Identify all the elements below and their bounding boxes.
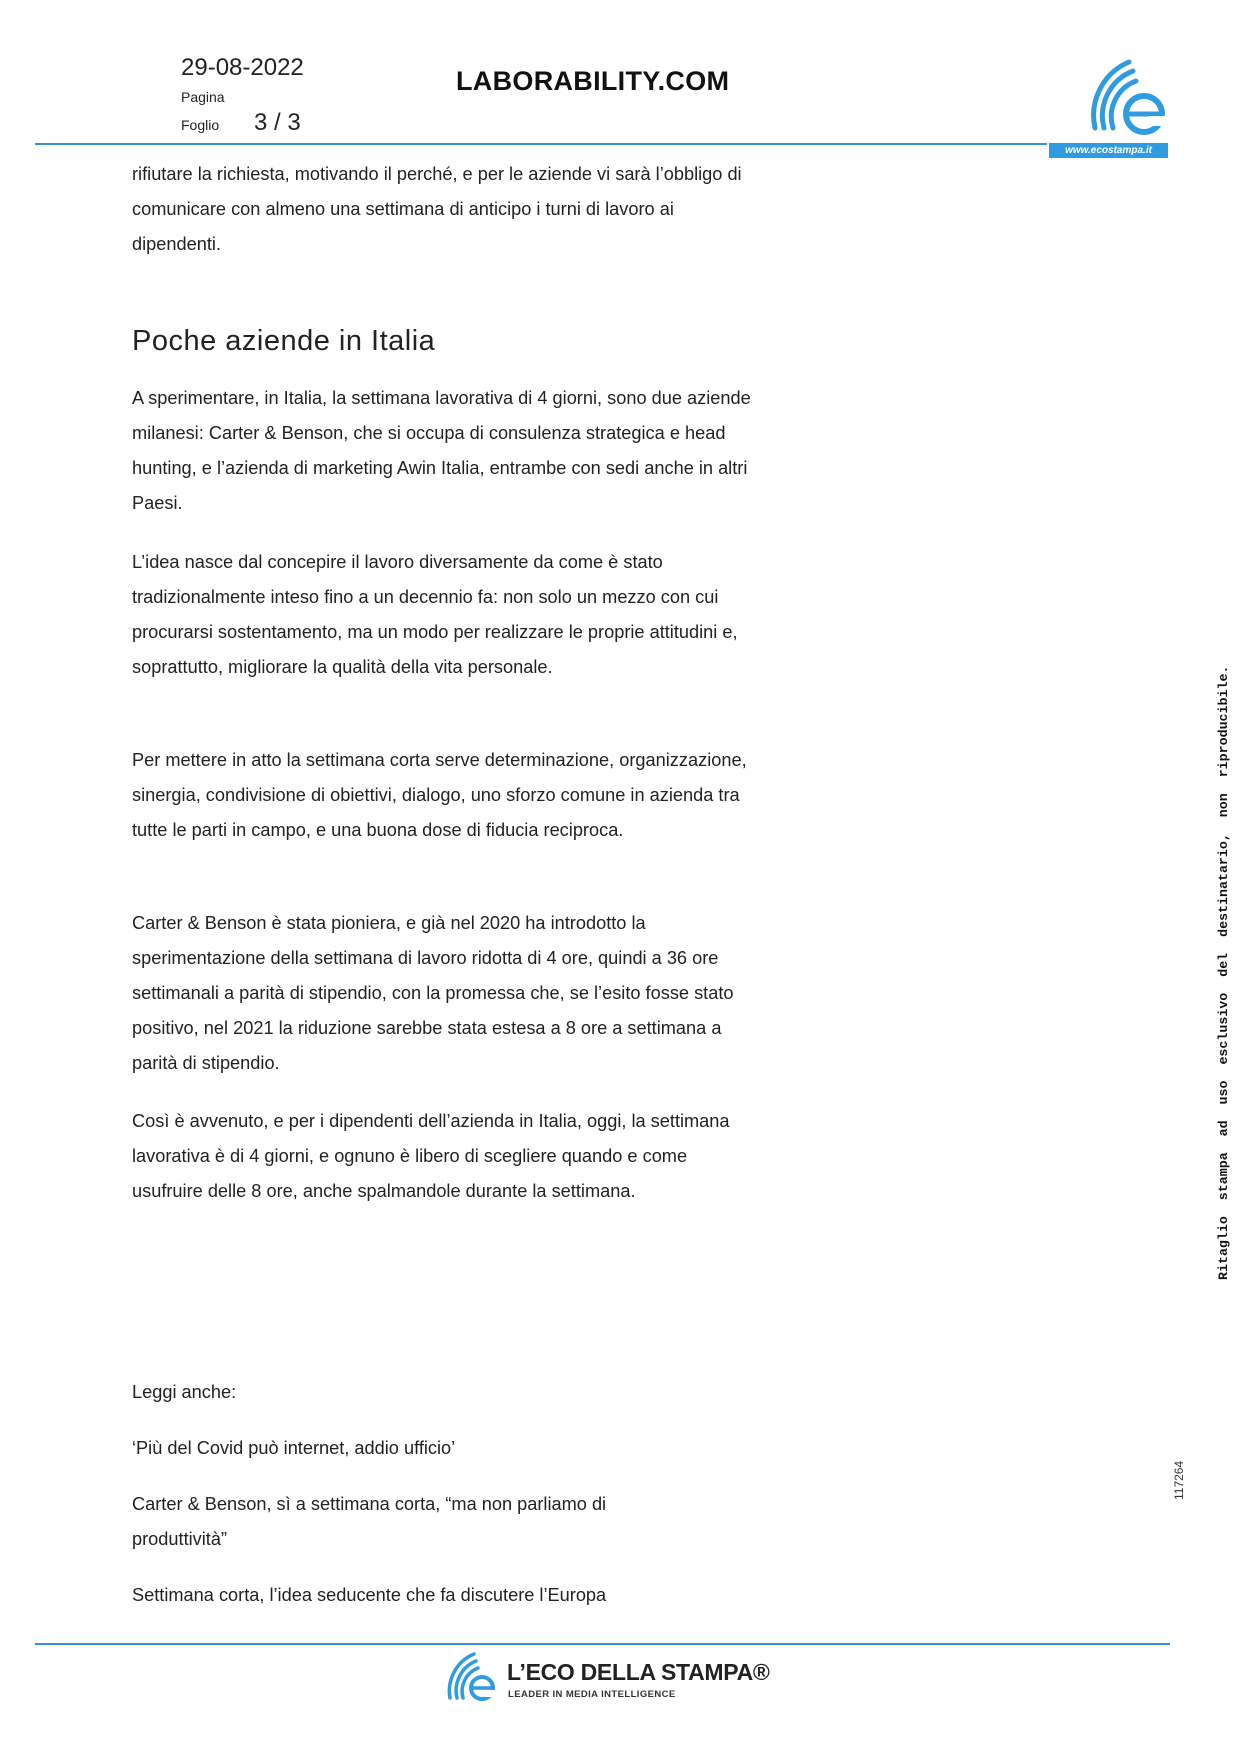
pagina-label: Pagina <box>181 89 225 105</box>
clipping-code: 117264 <box>1172 1460 1186 1500</box>
related-label: Leggi anche: <box>132 1382 237 1402</box>
foglio-value: 3 / 3 <box>254 109 301 136</box>
article-paragraph: Carter & Benson è stata pioniera, e già nel 2020 ha introdotto la sperimentazione della settimana di lavoro ridotta di 4 ore, quindi a 36 ore settimanali a parità di stipendio, con la promessa che, se l’esito fosse stato positivo, nel 2021 la riduzione sarebbe stata estesa a 8 ore a settimana a parità di stipendio. <box>132 913 734 1073</box>
footer-brand: L’ECO DELLA STAMPA® <box>507 1659 770 1685</box>
article-paragraph: L’idea nasce dal concepire il lavoro diversamente da come è stato tradizionalmente inteso fino a un decennio fa: non solo un mezzo con cui procurarsi sostentamento, ma un modo per realizzare le proprie attitudini e, soprattutto, migliorare la qualità della vita personale. <box>132 552 738 677</box>
related-link[interactable]: Settimana corta, l’idea seducente che fa discutere l’Europa <box>132 1585 607 1605</box>
article-paragraph: Così è avvenuto, e per i dipendenti dell’azienda in Italia, oggi, la settimana lavorativa è di 4 giorni, e ognuno è libero di scegliere quando e come usufruire delle 8 ore, anche spalmandole durante la settimana. <box>132 1111 730 1201</box>
section-heading: Poche aziende in Italia <box>132 325 436 357</box>
related-link[interactable]: ‘Più del Covid può internet, addio ufficio’ <box>132 1438 456 1458</box>
clipping-date: 29-08-2022 <box>181 54 304 81</box>
eco-della-stampa-logo-icon <box>446 1650 498 1702</box>
related-link[interactable]: Carter & Benson, sì a settimana corta, “ma non parliamo di produttività” <box>132 1494 607 1549</box>
footer-divider <box>35 1643 1170 1645</box>
footer-tagline: LEADER IN MEDIA INTELLIGENCE <box>508 1689 676 1700</box>
copyright-notice: Ritaglio stampa ad uso esclusivo del destinatario, non riproducibile. <box>1216 665 1231 1280</box>
article-paragraph: A sperimentare, in Italia, la settimana lavorativa di 4 giorni, sono due aziende milanesi: Carter & Benson, che si occupa di consulenza strategica e head hunting, e l’azienda di marketing Awin Italia, entrambe con sedi anche in altri Paesi. <box>132 388 751 513</box>
ecostampa-e-logo-icon <box>1089 54 1169 138</box>
foglio-label: Foglio <box>181 117 220 133</box>
article-paragraph: Per mettere in atto la settimana corta serve determinazione, organizzazione, sinergia, condivisione di obiettivi, dialogo, uno sforzo comune in azienda tra tutte le parti in campo, e una buona dose di fiducia reciproca. <box>132 750 747 840</box>
publication-title: LABORABILITY.COM <box>456 66 730 96</box>
ecostampa-website: www.ecostampa.it <box>1049 143 1168 158</box>
header-divider <box>35 143 1047 145</box>
intro-paragraph: rifiutare la richiesta, motivando il perché, e per le aziende vi sarà l’obbligo di comunicare con almeno una settimana di anticipo i turni di lavoro ai dipendenti. <box>132 164 742 254</box>
